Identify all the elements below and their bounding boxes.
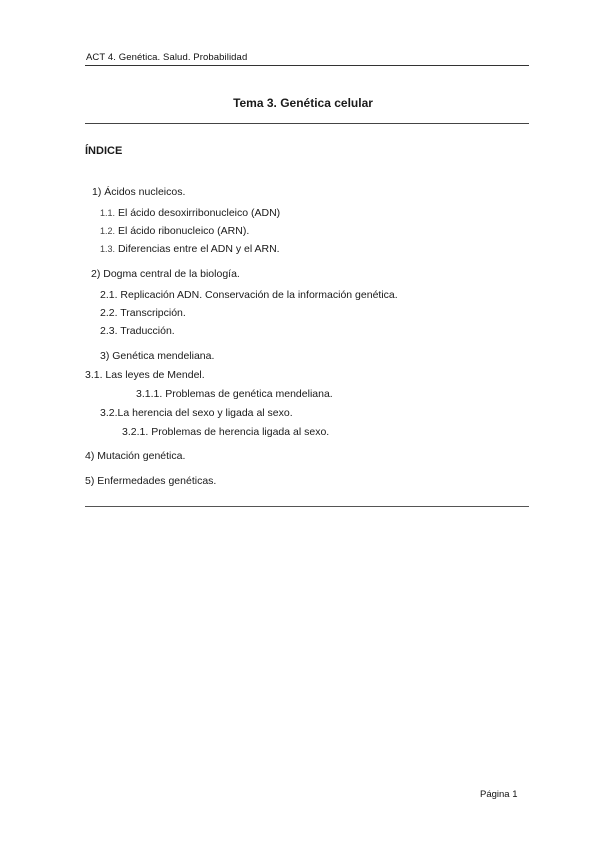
toc-text: El ácido desoxirribonucleico (ADN) — [117, 207, 281, 219]
toc-subsection-2-1: 2.1. Replicación ADN. Conservación de la información genética. — [100, 289, 398, 301]
toc-subsection-1-1 — [100, 208, 280, 219]
toc-subsection-3-2: 3.2.La herencia del sexo y ligada al sexo. — [100, 407, 293, 419]
toc-subsection-3-2-1: 3.2.1. Problemas de herencia ligada al sexo. — [122, 426, 330, 438]
toc-section-1: 1) Ácidos nucleicos. — [92, 186, 186, 198]
title-rule — [85, 123, 529, 124]
toc-subsection-1-2 — [100, 226, 249, 237]
header-rule — [85, 65, 529, 66]
page-header: ACT 4. Genética. Salud. Probabilidad — [86, 52, 248, 63]
index-end-rule — [85, 506, 529, 507]
toc-number: 1.2. — [100, 226, 116, 236]
toc-subsection-3-1-1: 3.1.1. Problemas de genética mendeliana. — [136, 388, 333, 400]
toc-section-3: 3) Genética mendeliana. — [100, 350, 215, 362]
document-title: Tema 3. Genética celular — [233, 96, 373, 110]
toc-subsection-2-3: 2.3. Traducción. — [100, 325, 175, 337]
toc-number: 1.3. — [100, 244, 116, 254]
toc-text: Diferencias entre el ADN y el ARN. — [117, 243, 280, 255]
index-heading: ÍNDICE — [85, 145, 123, 157]
toc-subsection-3-1: 3.1. Las leyes de Mendel. — [85, 369, 205, 381]
page-number: Página 1 — [480, 789, 518, 800]
toc-section-2: 2) Dogma central de la biología. — [91, 268, 240, 280]
toc-section-5: 5) Enfermedades genéticas. — [85, 475, 217, 487]
toc-text: El ácido ribonucleico (ARN). — [117, 225, 250, 237]
toc-number: 1.1. — [100, 208, 116, 218]
toc-section-4: 4) Mutación genética. — [85, 450, 186, 462]
toc-subsection-1-3 — [100, 244, 280, 255]
toc-subsection-2-2: 2.2. Transcripción. — [100, 307, 186, 319]
